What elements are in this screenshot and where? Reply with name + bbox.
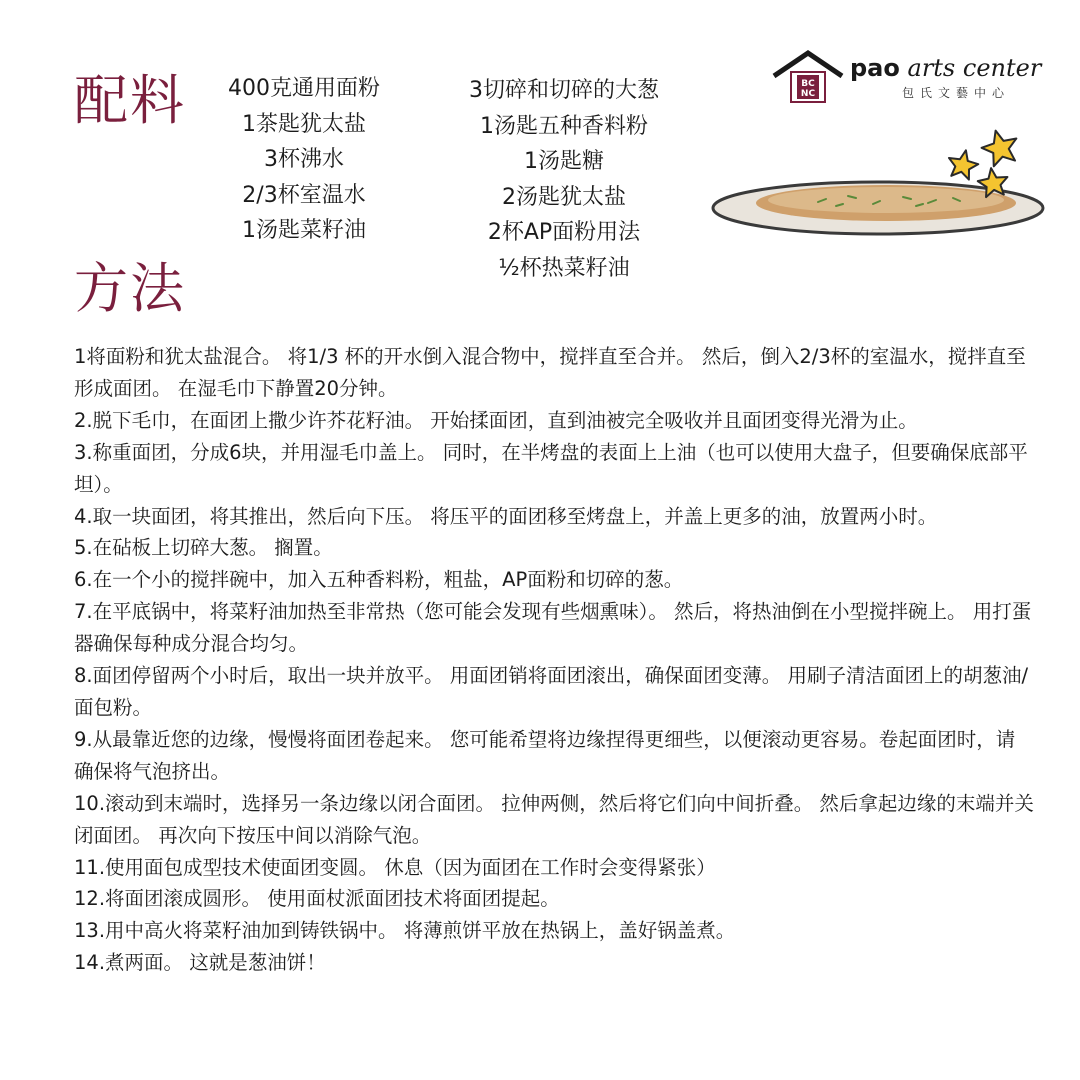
house-logo-icon (770, 48, 846, 104)
method-step: 9.从最靠近您的边缘，慢慢将面团卷起来。 您可能希望将边缘捏得更细些，以便滚动更容易。卷起面团时，请确保将气泡挤出。 (74, 727, 1016, 783)
star-icon (945, 147, 980, 181)
method-step: 7.在平底锅中，将菜籽油加热至非常热（您可能会发现有些烟熏味）。 然后，将热油倒在小型搅拌碗上。 用打蛋器确保每种成分混合均匀。 (74, 600, 1032, 656)
ingredients-heading: 配料 (74, 69, 186, 132)
star-icon (978, 126, 1022, 168)
logo-name-bold: pao (850, 54, 900, 82)
method-step: 14.煮两面。 这就是葱油饼！ (74, 951, 326, 975)
svg-text:BC: BC (801, 79, 815, 89)
ingredient-item: 3杯沸水 (264, 147, 344, 172)
method-steps-list (74, 341, 1034, 979)
method-step: 12.将面团滚成圆形。 使用面杖派面团技术将面团提起。 (74, 887, 560, 911)
ingredients-list-left (196, 71, 412, 249)
method-step: 6.在一个小的搅拌碗中，加入五种香料粉，粗盐，AP面粉和切碎的葱。 (74, 568, 684, 592)
ingredient-item: 2汤匙犹太盐 (502, 184, 626, 210)
method-step: 10.滚动到末端时，选择另一条边缘以闭合面团。 拉伸两侧，然后将它们向中间折叠。 然后拿起边缘的末端并关闭面团。 再次向下按压中间以消除气泡。 (74, 791, 1034, 847)
method-step: 1将面粉和犹太盐混合。 将1/3 杯的开水倒入混合物中，搅拌直至合并。 然后，倒入2/3杯的室温水，搅拌直至形成面团。 在湿毛巾下静置20分钟。 (74, 345, 1026, 400)
method-step: 11.使用面包成型技术使面团变圆。 休息（因为面团在工作时会变得紧张） (74, 855, 716, 879)
method-step: 4.取一块面团，将其推出，然后向下压。 将压平的面团移至烤盘上，并盖上更多的油，放置两小时。 (74, 504, 938, 528)
method-step: 8.面团停留两个小时后，取出一块并放平。 用面团销将面团滚出，确保面团变薄。 用刷子清洁面团上的胡葱油/面包粉。 (74, 664, 1029, 719)
ingredients-list-right (438, 73, 690, 286)
logo-subtitle: 包氏文藝中心 (902, 86, 1011, 100)
pao-arts-center-logo (770, 48, 1042, 108)
svg-text:NC: NC (800, 89, 816, 99)
scallion-pancake-plate-illustration (708, 120, 1048, 245)
ingredient-item: 3切碎和切碎的大葱 (469, 78, 659, 103)
method-heading: 方法 (74, 257, 186, 320)
ingredient-item: 1茶匙犹太盐 (242, 111, 366, 137)
ingredient-item: 1汤匙糖 (524, 149, 604, 174)
ingredient-item: 2杯AP面粉用法 (487, 220, 641, 245)
ingredient-item: 1汤匙菜籽油 (242, 218, 366, 243)
method-step: 13.用中高火将菜籽油加到铸铁锅中。 将薄煎饼平放在热锅上，盖好锅盖煮。 (74, 919, 736, 943)
ingredient-item: ½杯热菜籽油 (498, 255, 630, 281)
ingredient-item: 400克通用面粉 (228, 76, 380, 101)
ingredient-item: 2/3杯室温水 (242, 182, 366, 208)
method-step: 3.称重面团，分成6块，并用湿毛巾盖上。 同时，在半烤盘的表面上上油（也可以使用大盘子，但要确保底部平坦）。 (74, 440, 1028, 496)
method-step: 5.在砧板上切碎大葱。 搁置。 (74, 536, 333, 560)
method-step: 2.脱下毛巾，在面团上撒少许芥花籽油。 开始揉面团，直到油被完全吸收并且面团变得光滑为止。 (74, 408, 918, 432)
ingredient-item: 1汤匙五种香料粉 (480, 113, 648, 139)
logo-wordmark (850, 54, 1041, 82)
logo-name-italic: arts center (899, 54, 1042, 82)
